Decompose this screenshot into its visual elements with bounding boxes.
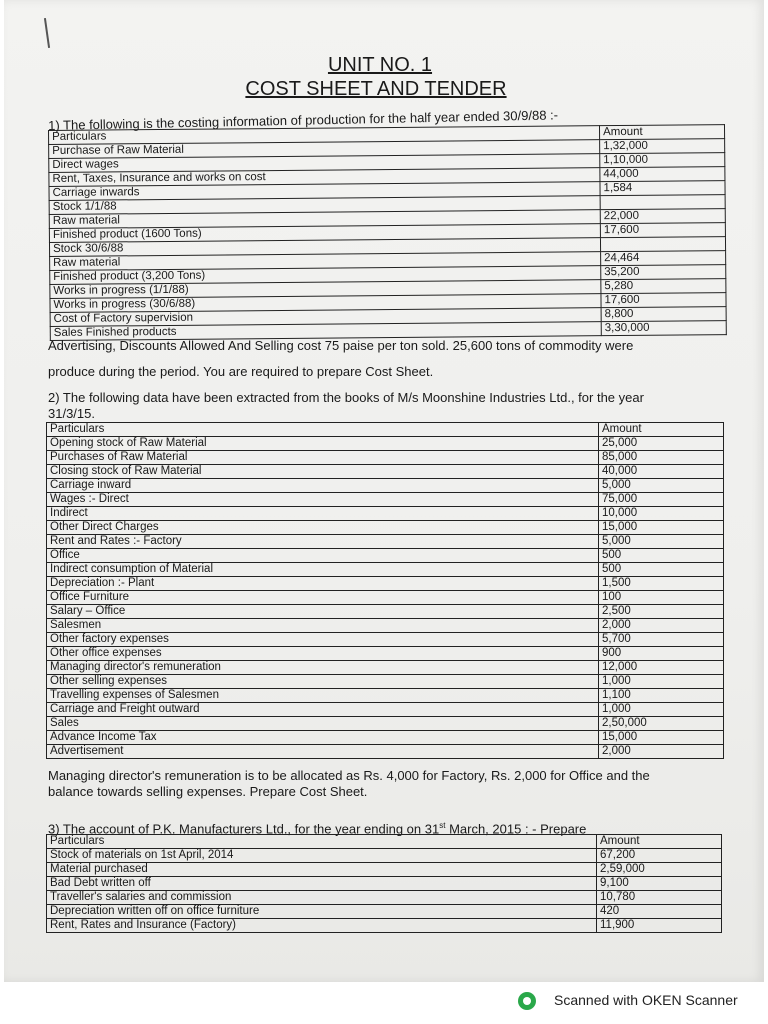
cell-amount: 2,500 bbox=[599, 605, 724, 619]
cell-particulars: Wages :- Direct bbox=[47, 493, 599, 507]
header-particulars: Particulars bbox=[49, 126, 600, 145]
table-row bbox=[47, 905, 722, 919]
cell-amount: 500 bbox=[599, 549, 724, 563]
table-row bbox=[47, 717, 724, 731]
q1-note-line1: Advertising, Discounts Allowed And Selling cost 75 paise per ton sold. 25,600 tons of commodity were bbox=[48, 338, 634, 353]
cell-amount: 1,10,000 bbox=[600, 153, 725, 168]
cell-particulars: Stock 30/6/88 bbox=[49, 238, 600, 257]
cell-amount: 75,000 bbox=[599, 493, 724, 507]
cell-amount bbox=[600, 195, 725, 210]
cell-amount: 8,800 bbox=[601, 307, 726, 322]
cell-particulars: Works in progress (1/1/88) bbox=[50, 280, 601, 299]
cell-particulars: Purchases of Raw Material bbox=[47, 451, 599, 465]
cell-amount: 24,464 bbox=[601, 251, 726, 266]
cell-amount: 2,000 bbox=[599, 619, 724, 633]
cell-particulars: Stock of materials on 1st April, 2014 bbox=[47, 849, 597, 863]
cell-amount: 10,000 bbox=[599, 507, 724, 521]
cell-particulars: Stock 1/1/88 bbox=[49, 196, 600, 215]
main-title: COST SHEET AND TENDER bbox=[245, 78, 507, 100]
cell-amount: 1,000 bbox=[599, 675, 724, 689]
cell-amount: 85,000 bbox=[599, 451, 724, 465]
cell-particulars: Direct wages bbox=[49, 154, 600, 173]
table-header-row bbox=[47, 835, 722, 849]
q1-intro: 1) The following is the costing information of production for the half year ended 30/9/88 :- bbox=[48, 107, 559, 133]
q2-intro-line2: 31/3/15. bbox=[48, 406, 95, 421]
table-row bbox=[47, 577, 724, 591]
cell-particulars: Carriage and Freight outward bbox=[47, 703, 599, 717]
table-row bbox=[47, 731, 724, 745]
table-row bbox=[47, 549, 724, 563]
table-row bbox=[47, 605, 724, 619]
cell-particulars: Carriage inward bbox=[47, 479, 599, 493]
cell-particulars: Other Direct Charges bbox=[47, 521, 599, 535]
cell-particulars: Rent, Taxes, Insurance and works on cost bbox=[49, 168, 600, 187]
cell-amount: 5,000 bbox=[599, 479, 724, 493]
cell-amount: 5,000 bbox=[599, 535, 724, 549]
cell-amount: 100 bbox=[599, 591, 724, 605]
cell-amount: 5,280 bbox=[601, 279, 726, 294]
cell-particulars: Advance Income Tax bbox=[47, 731, 599, 745]
cell-particulars: Other selling expenses bbox=[47, 675, 599, 689]
cell-particulars: Advertisement bbox=[47, 745, 599, 759]
cell-amount: 10,780 bbox=[597, 891, 722, 905]
cell-amount: 25,000 bbox=[599, 437, 724, 451]
table-row bbox=[47, 891, 722, 905]
q3-intro-sup: st bbox=[439, 821, 446, 830]
table-row bbox=[47, 689, 724, 703]
cell-particulars: Finished product (3,200 Tons) bbox=[50, 266, 601, 285]
table-row bbox=[47, 675, 724, 689]
table-row bbox=[47, 863, 722, 877]
cell-particulars: Raw material bbox=[50, 252, 601, 271]
table-row bbox=[47, 563, 724, 577]
cell-amount: 500 bbox=[599, 563, 724, 577]
cell-particulars: Depreciation written off on office furniture bbox=[47, 905, 597, 919]
q2-note-line1: Managing director's remuneration is to be allocated as Rs. 4,000 for Factory, Rs. 2,000 for Office and the bbox=[48, 768, 650, 783]
cell-particulars: Other factory expenses bbox=[47, 633, 599, 647]
table-row bbox=[47, 451, 724, 465]
cell-amount: 67,200 bbox=[597, 849, 722, 863]
q1-table bbox=[48, 124, 727, 341]
cell-particulars: Salary – Office bbox=[47, 605, 599, 619]
table-row bbox=[47, 591, 724, 605]
cell-amount: 1,500 bbox=[599, 577, 724, 591]
cell-amount: 22,000 bbox=[600, 209, 725, 224]
q3-table bbox=[46, 834, 722, 933]
cell-amount: 5,700 bbox=[599, 633, 724, 647]
scanner-text: Scanned with OKEN Scanner bbox=[554, 992, 738, 1008]
table-row bbox=[47, 647, 724, 661]
scanned-page bbox=[4, 0, 764, 982]
cell-particulars: Rent, Rates and Insurance (Factory) bbox=[47, 919, 597, 933]
table-row bbox=[47, 619, 724, 633]
cell-particulars: Indirect consumption of Material bbox=[47, 563, 599, 577]
table-row bbox=[47, 745, 724, 759]
q3-intro-pre: 3) The account of P.K. Manufacturers Ltd., for the year ending on 31 bbox=[48, 821, 440, 837]
q2-note-line2: balance towards selling expenses. Prepare Cost Sheet. bbox=[48, 784, 368, 799]
header-amount: Amount bbox=[599, 125, 724, 140]
cell-amount: 1,584 bbox=[600, 181, 725, 196]
table-row bbox=[47, 535, 724, 549]
cell-amount bbox=[600, 237, 725, 252]
cell-particulars: Indirect bbox=[47, 507, 599, 521]
table-row bbox=[47, 877, 722, 891]
unit-title: UNIT NO. 1 bbox=[327, 54, 433, 76]
cell-amount: 9,100 bbox=[597, 877, 722, 891]
cell-amount: 1,32,000 bbox=[600, 139, 725, 154]
cell-amount: 15,000 bbox=[599, 731, 724, 745]
header-amount: Amount bbox=[599, 423, 724, 437]
cell-particulars: Traveller's salaries and commission bbox=[47, 891, 597, 905]
header-particulars: Particulars bbox=[47, 835, 597, 849]
cell-particulars: Sales bbox=[47, 717, 599, 731]
cell-particulars: Sales Finished products bbox=[50, 322, 601, 341]
cell-particulars: Office bbox=[47, 549, 599, 563]
cell-particulars: Bad Debt written off bbox=[47, 877, 597, 891]
table-row bbox=[47, 661, 724, 675]
cell-amount: 420 bbox=[597, 905, 722, 919]
table-row bbox=[47, 633, 724, 647]
q1-note-line2: produce during the period. You are required to prepare Cost Sheet. bbox=[48, 364, 434, 379]
table-row bbox=[47, 479, 724, 493]
cell-amount: 3,30,000 bbox=[601, 321, 726, 336]
q3-intro-post: March, 2015 : - Prepare bbox=[445, 821, 587, 837]
table-row bbox=[47, 919, 722, 933]
cell-particulars: Office Furniture bbox=[47, 591, 599, 605]
table-row bbox=[47, 465, 724, 479]
cell-amount: 2,50,000 bbox=[599, 717, 724, 731]
q2-table bbox=[46, 422, 724, 759]
cell-particulars: Finished product (1600 Tons) bbox=[49, 224, 600, 243]
cell-particulars: Material purchased bbox=[47, 863, 597, 877]
cell-particulars: Depreciation :- Plant bbox=[47, 577, 599, 591]
table-row bbox=[47, 507, 724, 521]
cell-amount: 12,000 bbox=[599, 661, 724, 675]
cell-particulars: Purchase of Raw Material bbox=[49, 140, 600, 159]
cell-amount: 44,000 bbox=[600, 167, 725, 182]
cell-amount: 35,200 bbox=[601, 265, 726, 280]
table-row bbox=[47, 703, 724, 717]
cell-amount: 15,000 bbox=[599, 521, 724, 535]
cell-amount: 40,000 bbox=[599, 465, 724, 479]
cell-particulars: Cost of Factory supervision bbox=[50, 308, 601, 327]
pen-mark bbox=[44, 18, 50, 48]
cell-particulars: Salesmen bbox=[47, 619, 599, 633]
header-particulars: Particulars bbox=[47, 423, 599, 437]
table-row bbox=[47, 493, 724, 507]
cell-amount: 11,900 bbox=[597, 919, 722, 933]
table-row bbox=[47, 849, 722, 863]
cell-particulars: Travelling expenses of Salesmen bbox=[47, 689, 599, 703]
table-row bbox=[47, 437, 724, 451]
cell-particulars: Works in progress (30/6/88) bbox=[50, 294, 601, 313]
cell-amount: 1,000 bbox=[599, 703, 724, 717]
cell-amount: 1,100 bbox=[599, 689, 724, 703]
cell-amount: 2,000 bbox=[599, 745, 724, 759]
cell-amount: 17,600 bbox=[601, 293, 726, 308]
cell-amount: 17,600 bbox=[600, 223, 725, 238]
cell-particulars: Opening stock of Raw Material bbox=[47, 437, 599, 451]
cell-particulars: Managing director's remuneration bbox=[47, 661, 599, 675]
table-header-row bbox=[47, 423, 724, 437]
cell-amount: 2,59,000 bbox=[597, 863, 722, 877]
cell-particulars: Closing stock of Raw Material bbox=[47, 465, 599, 479]
cell-particulars: Other office expenses bbox=[47, 647, 599, 661]
cell-particulars: Raw material bbox=[49, 210, 600, 229]
cell-particulars: Carriage inwards bbox=[49, 182, 600, 201]
table-row bbox=[47, 521, 724, 535]
cell-amount: 900 bbox=[599, 647, 724, 661]
scanner-logo-icon bbox=[518, 992, 536, 1010]
cell-particulars: Rent and Rates :- Factory bbox=[47, 535, 599, 549]
header-amount: Amount bbox=[597, 835, 722, 849]
q2-intro-line1: 2) The following data have been extracted from the books of M/s Moonshine Industries Ltd., for the year bbox=[48, 390, 644, 405]
